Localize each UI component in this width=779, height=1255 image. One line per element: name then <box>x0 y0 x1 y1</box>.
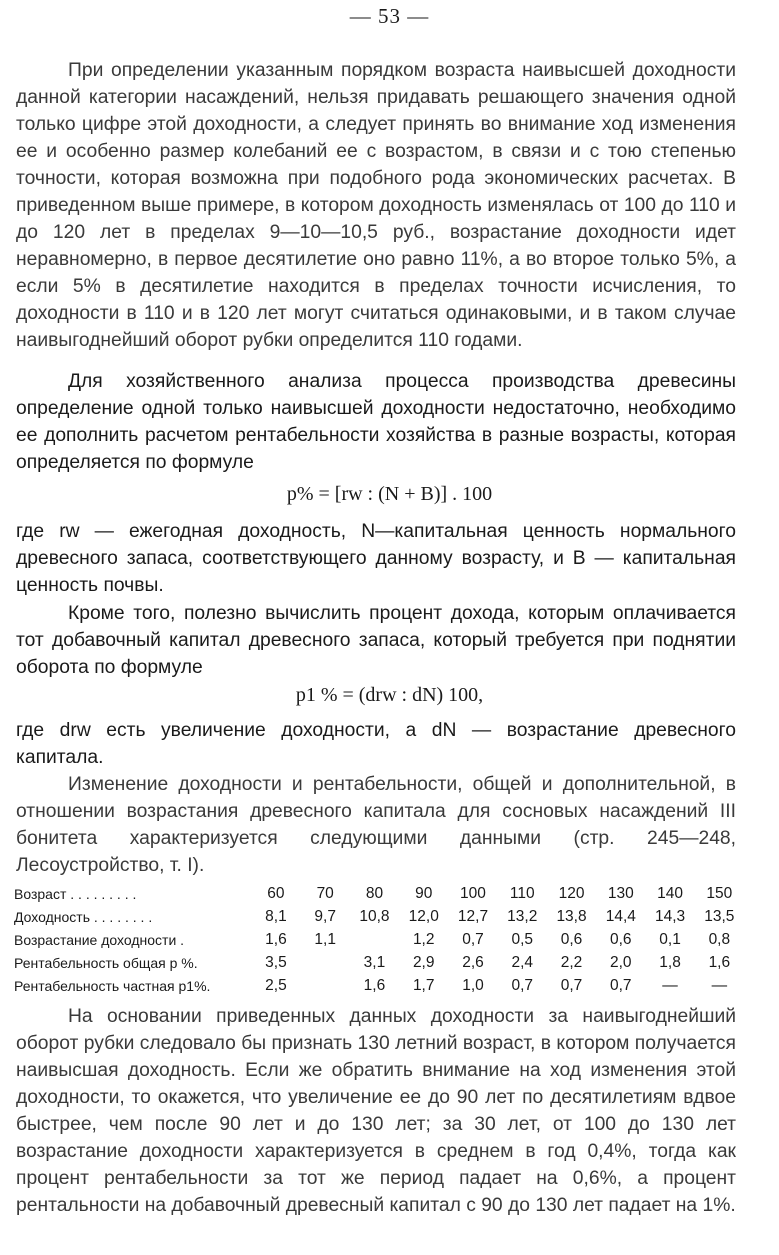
table-cell <box>399 928 448 951</box>
table-cell <box>399 974 448 997</box>
table-cell-value: 0,6 <box>610 930 632 948</box>
table-cell <box>596 882 645 905</box>
table-cell <box>399 882 448 905</box>
paragraph-3: где rw — ежегодная доходность, N—капитальная ценность нормального древесного запаса, соответствующего данному возрасту, и B — капитальная ценность почвы. <box>16 521 736 596</box>
table-cell-value: 1,8 <box>659 953 681 971</box>
table-cell-value: 12,0 <box>408 907 439 925</box>
table-cell <box>251 974 300 997</box>
paragraph-6: Изменение доходности и рентабельности, общей и дополнительной, в отношении возрастания древесного капитала для сосновых насаждений III бонитета характеризуется следующими данными (стр. 245—248, Лесоустройство, т. I). <box>16 774 736 876</box>
formula-additional: p1 % = (drw : dN) 100, <box>295 684 484 706</box>
table-row-label: Доходность . . . . . . . . <box>14 908 153 925</box>
table-cell-value: — <box>662 976 678 994</box>
table-cell <box>301 974 350 997</box>
table-cell-value: 100 <box>460 884 486 902</box>
table-cell <box>350 905 399 928</box>
table-cell-value: 10,8 <box>359 907 390 925</box>
table-cell-value: 2,0 <box>610 953 632 971</box>
table-cell-value: 120 <box>558 884 585 902</box>
paragraph-1-block <box>16 57 736 354</box>
table-cell <box>695 882 744 905</box>
table-cell-value: 1,6 <box>363 976 386 994</box>
table-row-label: Возрастание доходности . <box>14 931 185 948</box>
table-cell-value: 14,3 <box>654 907 686 925</box>
table-cell-value: 13,5 <box>704 907 735 925</box>
table-cell <box>350 974 399 997</box>
table-cell-value: 1,6 <box>708 953 731 971</box>
table-cell-value: 1,6 <box>265 930 287 948</box>
table-cell <box>596 928 645 951</box>
table-cell <box>596 951 645 974</box>
table-cell-value: 1,2 <box>412 930 435 948</box>
table-cell <box>251 928 300 951</box>
data-table <box>14 882 744 997</box>
table-cell <box>596 974 645 997</box>
table-cell <box>645 905 694 928</box>
paragraph-1: При определении указанным порядком возраста наивысшей доходности данной категории насаждений, нельзя придавать решающего значения одной только цифре этой доходности, а следует принять во внимание ход изменения ее и особенно размер колебаний ее с возрастом, в связи и с тою степенью точности, которая возможна при подобного рода экономических расчетах. В приведенном выше примере, в котором доходность изменялась от 100 до 110 и до 120 лет в пределах 9—10—10,5 руб., возрастание доходности идет неравномерно, в первое десятилетие оно равно 11%, а во второе только 5%, а если 5% в десятилетие находится в пределах точности исчисления, то доходности в 110 и в 120 лет могут считаться одинаковыми, и в таком случае наивыгоднейший оборот рубки определится 110 годами. <box>16 60 736 351</box>
table-cell <box>695 928 744 951</box>
table-cell-value: 2,5 <box>265 976 287 994</box>
table-cell-value: 0,1 <box>659 930 681 948</box>
table-cell <box>350 928 399 951</box>
table-cell <box>301 905 350 928</box>
table-cell-value: 0,8 <box>708 930 731 948</box>
table-cell-value: 3,1 <box>363 953 386 971</box>
table-cell <box>448 905 497 928</box>
paragraph-6-block <box>16 771 736 879</box>
table-cell-value: 0,7 <box>610 976 632 994</box>
table-cell-value: 0,7 <box>560 976 583 994</box>
paragraph-2-block <box>16 368 736 476</box>
table-cell-value: 130 <box>607 884 634 902</box>
table-cell <box>251 951 300 974</box>
table-cell <box>596 905 645 928</box>
table-cell-value: — <box>711 976 728 994</box>
table-cell <box>547 974 596 997</box>
table-cell-value: 0,7 <box>511 976 534 994</box>
table-cell <box>498 951 547 974</box>
table-cell <box>645 951 694 974</box>
table-row <box>14 905 744 928</box>
table-cell-value: 13,2 <box>507 907 538 925</box>
table-cell <box>251 905 300 928</box>
paragraph-2: Для хозяйственного анализа процесса производства древесины определение одной только наивысшей доходности недостаточно, необходимо ее дополнить расчетом рентабельности хозяйства в разные возрасты, которая определяется по формуле <box>16 371 736 473</box>
table-cell <box>399 951 448 974</box>
table-cell <box>251 882 300 905</box>
table-row-label: Рентабельность частная р1%. <box>14 977 211 994</box>
table-cell <box>448 974 497 997</box>
table-cell <box>448 882 497 905</box>
table-row-label: Возраст . . . . . . . . . <box>14 885 137 902</box>
table-cell <box>695 951 744 974</box>
table-cell-value: 70 <box>316 884 334 902</box>
table-cell <box>498 974 547 997</box>
paragraph-4-block <box>16 600 736 681</box>
table-cell-value: 90 <box>415 884 433 902</box>
table-cell <box>645 882 694 905</box>
table-cell-value: 1,7 <box>412 976 435 994</box>
table-cell <box>399 905 448 928</box>
table-cell-value: 2,9 <box>412 953 435 971</box>
table-cell-value: 2,4 <box>511 953 534 971</box>
table-cell <box>448 951 497 974</box>
table-cell-value: 14,4 <box>605 907 636 925</box>
table-cell-value: 13,8 <box>556 907 587 925</box>
paragraph-5: где drw есть увеличение доходности, а dN — возрастание древесного капитала. <box>16 720 736 768</box>
table-row <box>14 882 744 905</box>
table-cell-value: 0,6 <box>560 930 583 948</box>
table-cell-value: 60 <box>267 884 285 902</box>
paragraph-5-block <box>16 717 736 771</box>
table-cell <box>695 905 744 928</box>
table-cell <box>645 928 694 951</box>
table-cell-value: 12,7 <box>457 907 489 925</box>
table-cell <box>448 928 497 951</box>
table-cell <box>301 928 350 951</box>
table-cell-value: 1,1 <box>314 930 336 948</box>
table-cell-value: 110 <box>509 884 535 902</box>
paragraph-7-block <box>16 1003 736 1219</box>
table-cell <box>350 951 399 974</box>
paragraph-4: Кроме того, полезно вычислить процент дохода, которым оплачивается тот добавочный капитал древесного запаса, который требуется при поднятии оборота по формуле <box>16 603 736 678</box>
table-cell-value: 1,0 <box>462 976 484 994</box>
formula-rentability: p% = [rw : (N + B)] . 100 <box>286 483 493 505</box>
table-cell-value: 0,5 <box>511 930 534 948</box>
table-row-label: Рентабельность общая р %. <box>14 954 198 971</box>
table-cell-value: 140 <box>657 884 683 902</box>
table-cell <box>645 974 694 997</box>
table-cell <box>498 928 547 951</box>
table-cell-value: 150 <box>706 884 733 902</box>
table-cell-value: 9,7 <box>314 907 336 925</box>
table-row <box>14 974 744 997</box>
table-row <box>14 951 744 974</box>
table-cell <box>350 882 399 905</box>
table-cell-value: 2,6 <box>462 953 484 971</box>
table-cell <box>547 905 596 928</box>
table-cell <box>695 974 744 997</box>
table-cell-value: 3,5 <box>265 953 287 971</box>
paragraph-7: На основании приведенных данных доходности за наивыгоднейший оборот рубки следовало бы признать 130 летний возраст, в котором получается наивысшая доходность. Если же обратить внимание на ход изменения этой доходности, то окажется, что увеличение ее до 90 лет по десятилетиям вдвое быстрее, чем после 90 лет и до 130 лет; за 30 лет, от 100 до 130 лет возрастание доходности характеризуется в среднем в год 0,4%, тогда как процент рентабельности за тот же период падает на 0,6%, а процент рентальности на добавочный древесный капитал с 90 до 130 лет падает на 1%. <box>16 1006 736 1216</box>
table-cell <box>498 905 547 928</box>
table-cell <box>547 951 596 974</box>
table-cell <box>301 882 350 905</box>
table-cell-value: 80 <box>365 884 384 902</box>
table-cell <box>547 928 596 951</box>
table-row <box>14 928 744 951</box>
table-cell-value: 8,1 <box>265 907 287 925</box>
page-number: — 53 — <box>349 4 430 28</box>
table-cell-value: 2,2 <box>560 953 583 971</box>
paragraph-3-block <box>16 518 736 599</box>
table-cell <box>301 951 350 974</box>
table-cell-value: 0,7 <box>462 930 484 948</box>
table-cell <box>498 882 547 905</box>
table-cell <box>547 882 596 905</box>
